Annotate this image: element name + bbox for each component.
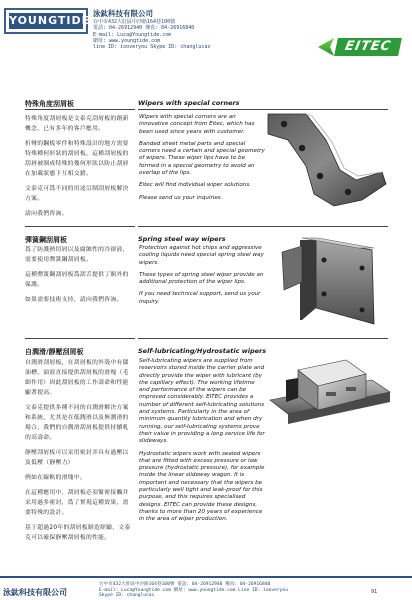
title-divider — [25, 109, 135, 110]
paragraph: 如果需要技術支持，請向我們咨詢。 — [25, 297, 123, 303]
paragraph: 文泰克可爲不同的用途訂制刮屑板解決方案。 — [25, 186, 129, 202]
page-footer — [0, 576, 412, 600]
company-name: 泳鈦科技有限公司 — [93, 9, 153, 18]
company-address: 台中市432大肚區中沙路164巷100號 — [93, 19, 176, 25]
company-website: 網址: www.youngtide.com — [93, 37, 161, 44]
section-title-en: Self-lubricating/Hydrostatic wipers — [138, 347, 267, 355]
paragraph: 例如在線軌的滑塊中。 — [25, 475, 86, 481]
section-body-en — [139, 358, 265, 529]
section-body-zh — [25, 358, 133, 548]
company-ids: line ID: iooveryou Skype ID: changlucas — [93, 44, 211, 51]
linear-guide-wiper-image — [268, 352, 392, 428]
section-body-zh — [25, 114, 133, 224]
youngtide-logo — [4, 8, 91, 34]
eitec-wordmark: EITEC — [334, 38, 402, 56]
footer-skype: Skype ID: changlucas — [99, 593, 155, 598]
paragraph: 爲了防護熱切屑以及腐蝕性的冷卻液，需要使用彈簧鋼刮屑板。 — [25, 247, 129, 263]
section-body-en — [139, 114, 265, 207]
paragraph: Self-lubricating wipers are supplied from reservoirs stored inside the carrier plate and directly provide the wiper with lubricant (by the capillary effect). The working lifetime and performance of the wipers can be improved considerably. EITEC provides a number of different self-lubricating solutions and systems. Particularly in the area of minimum quantity lubrication and when dry running, our self-lubricating systems prove their value in providing a long service life for slideways. — [139, 358, 265, 445]
paragraph: 文泰克提供多種不同的自潤滑解決方案和系統，尤其是在低潤滑以及無潤滑的場合，我們的自潤滑刮屑板提供持續軋的高壽命。 — [25, 405, 129, 441]
special-corner-wiper-image — [262, 110, 392, 215]
paragraph: 請向我們咨詢。 — [25, 211, 68, 217]
footer-company-name: 泳鈦科技有限公司 — [3, 588, 67, 597]
company-phone: 電話: 04-26912940 傳真: 04-26916840 — [93, 25, 195, 32]
paragraph: If you need technical support, send us your inquiry. — [139, 291, 261, 305]
paragraph: Hydrostatic wipers work with sealed wipers that are fitted with excess pressure or low pressure (hydrostatic pressure), for example inside the linear slideway wagon. It is important and necessary that the wipers be particularly well tight and leak-proof for this purpose, and this requires specialised designs. EITEC can provide these designs, thanks to more than 20 years of experience in the area of wiper production. — [139, 450, 265, 523]
paragraph: 特殊角度刮屑板是文泰克刮屑板的創新概念，已有多年的客戶應用。 — [25, 116, 129, 132]
section-title-zh: 彈簧鋼刮屑板 — [25, 236, 67, 244]
section-title-zh: 特殊角度刮屑板 — [25, 100, 74, 108]
paragraph: Banded sheet metal parts and special corners need a certain and special geometry of wipers. These wiper lips have to be formed in a special geometry to avoid an overlap of the lips. — [139, 140, 265, 177]
section-divider — [25, 338, 135, 339]
section-title-en: Spring steel way wipers — [138, 235, 226, 243]
paragraph: 基于超過20年的刮屑板制造經驗，文泰克可以確保靜壓刮屑板的性能。 — [25, 525, 131, 541]
paragraph: These types of spring steel wiper provide an additional protection of the wiper lips. — [139, 271, 264, 286]
section-title-en: Wipers with special corners — [138, 99, 240, 107]
paragraph: Protection against hot chips and aggressive cooling liquids need special spring steel way wipers. — [139, 245, 264, 266]
eitec-leaf-icon — [318, 38, 334, 56]
footer-contact: E-mail: Luca@Youngtide.com 網址: www.youngtide.com Line ID: iooveryou — [99, 588, 288, 593]
paragraph: 自潤滑刮屑板，在刮屑板的外殼中有儲油槽，油液直接提供刮屑板的滑塊（毛細作用）因此刮屑板的工作壽命和性能顯著提高。 — [25, 360, 129, 396]
paragraph: 在這種應用中，刮屑板必須緊密接觸并采用過多密封，爲了實現這種效果，需要特殊的設計。 — [25, 490, 129, 516]
section-divider — [138, 338, 388, 339]
footer-address: 台中市432大肚區中沙路164巷100號 電話: 04-26912940 傳真: 04-26916840 — [99, 582, 271, 587]
eitec-logo — [318, 38, 400, 56]
spring-steel-wiper-image — [262, 232, 392, 332]
page-number: 91 — [371, 589, 378, 595]
section-divider — [138, 226, 388, 227]
section-body-en — [139, 245, 265, 311]
section-title-zh: 自潤滑/靜壓刮屑板 — [25, 348, 84, 356]
page-header — [0, 0, 412, 62]
paragraph: 折彎的鋼板零件和特殊設計的地方需要特殊種何形狀的刮屑板，這種刮屑板的刮唇被制成特殊的幾何形狀以防止刮唇在加載狀態下互相交錯。 — [25, 141, 129, 177]
logo-text: YOUNGTIDE — [9, 14, 91, 27]
section-divider — [25, 226, 135, 227]
section-body-zh — [25, 245, 133, 310]
paragraph: Wipers with special corners are an innovative concept from Eitec, which has been used since years with customer. — [139, 114, 255, 135]
company-email: E-mail: Luca@Youngtide.com — [93, 31, 172, 38]
company-info — [93, 8, 263, 50]
paragraph: 靜壓刮屑板可以采用密封并具有過壓以及低壓（靜壓力） — [25, 450, 129, 466]
paragraph: 這種彈簧鋼刮屑板爲刮舌提供了額外的保護。 — [25, 272, 129, 288]
paragraph: Please send us your inquiries. — [139, 194, 223, 201]
paragraph: Eitec will find individual wiper solutions. — [139, 182, 252, 189]
